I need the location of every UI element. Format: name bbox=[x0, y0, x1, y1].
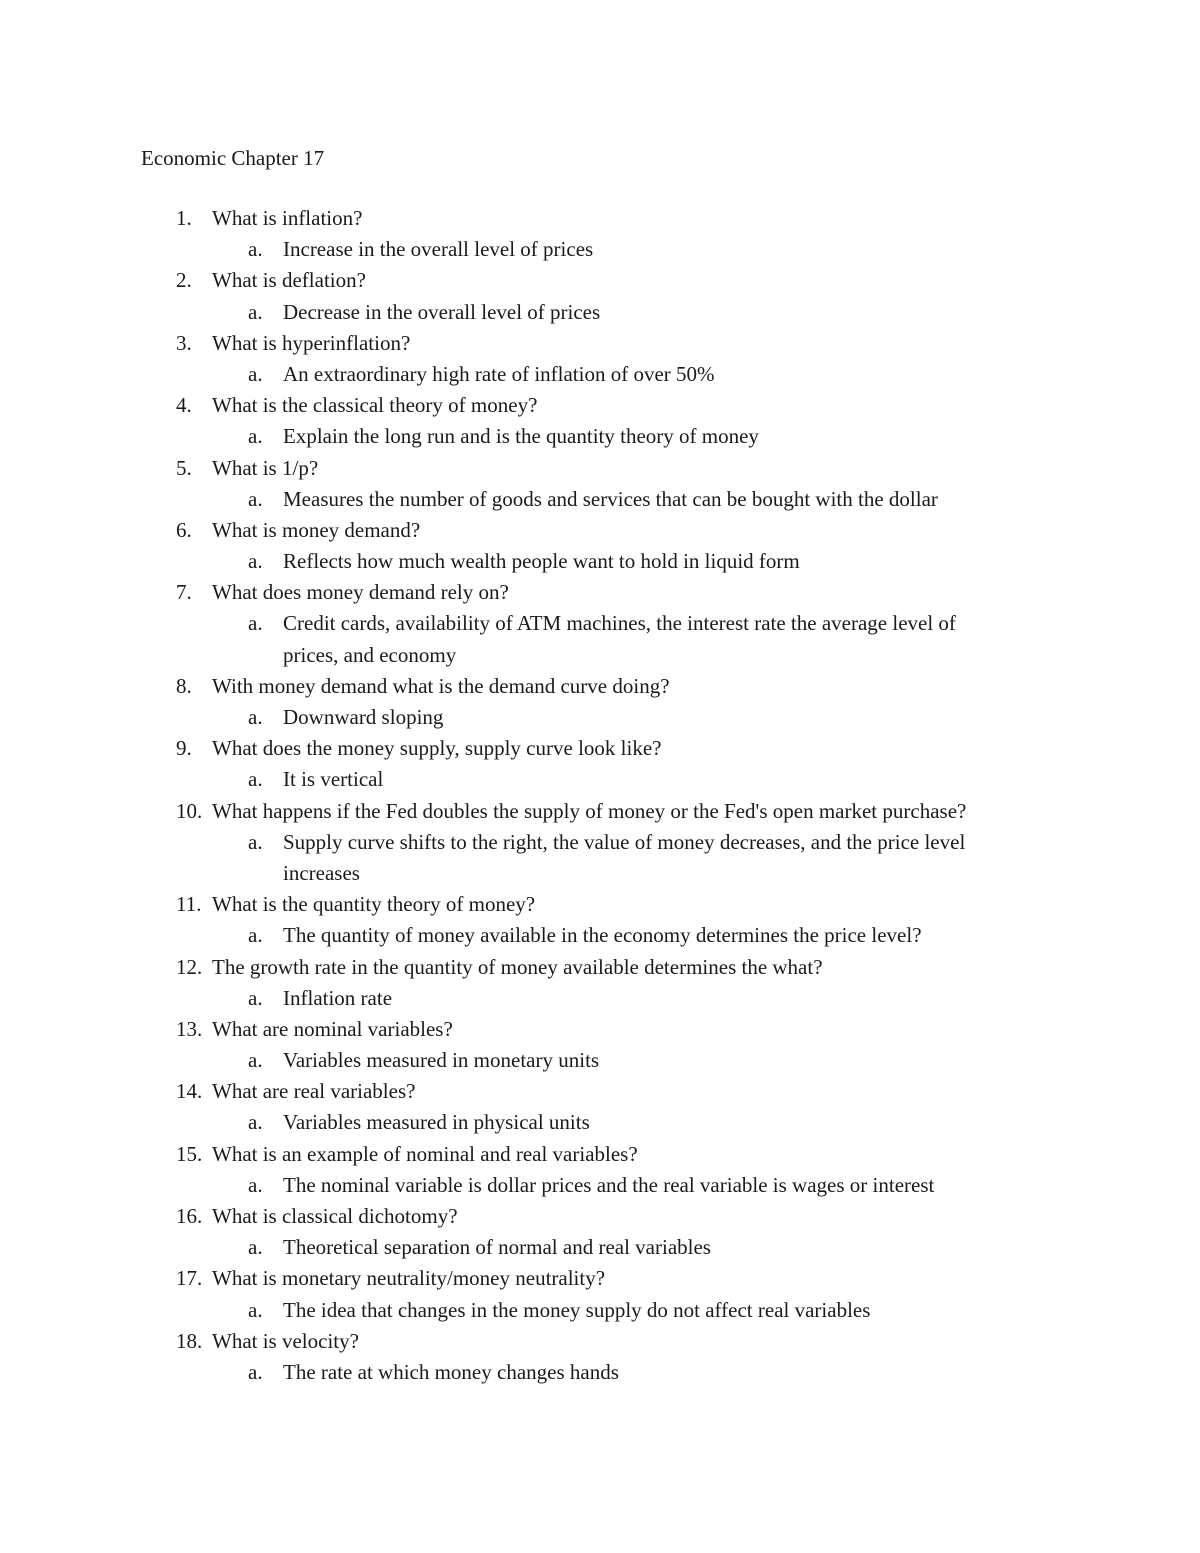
question-number: 11. bbox=[176, 892, 202, 917]
answer-line bbox=[0, 859, 1200, 890]
answer-line bbox=[0, 547, 1200, 578]
answer-text: It is vertical bbox=[283, 767, 384, 792]
question-item bbox=[0, 204, 1200, 266]
question-text: With money demand what is the demand curve doing? bbox=[212, 673, 670, 698]
question-text: What are real variables? bbox=[212, 1079, 416, 1104]
question-text: The growth rate in the quantity of money available determines the what? bbox=[212, 954, 823, 979]
question-line bbox=[0, 266, 1200, 297]
question-number: 4. bbox=[176, 393, 192, 418]
question-item bbox=[0, 1264, 1200, 1326]
answer-line bbox=[0, 1171, 1200, 1202]
answer-marker: a. bbox=[248, 361, 263, 386]
answer-marker: a. bbox=[248, 424, 263, 449]
answer-marker: a. bbox=[248, 705, 263, 729]
question-text: What is deflation? bbox=[212, 268, 366, 293]
question-line bbox=[0, 454, 1200, 485]
answer-text: Inflation rate bbox=[283, 985, 393, 1010]
question-text: What are nominal variables? bbox=[212, 1016, 453, 1041]
answer-text: The rate at which money changes hands bbox=[283, 1359, 619, 1384]
question-text: What does the money supply, supply curve look like? bbox=[212, 736, 662, 761]
question-line bbox=[0, 953, 1200, 984]
question-item bbox=[0, 1140, 1200, 1202]
answer-marker: a. bbox=[248, 1235, 263, 1260]
answer-marker: a. bbox=[248, 611, 263, 636]
question-text: What does money demand rely on? bbox=[212, 580, 509, 605]
question-text: What is 1/p? bbox=[212, 455, 319, 480]
answer-text: Variables measured in physical units bbox=[283, 1110, 590, 1135]
question-item bbox=[0, 454, 1200, 516]
answer-text: increases bbox=[283, 860, 360, 885]
question-line bbox=[0, 329, 1200, 360]
question-number: 10. bbox=[176, 798, 203, 823]
question-item bbox=[0, 890, 1200, 952]
question-text: What is an example of nominal and real variables? bbox=[212, 1141, 638, 1166]
question-number: 6. bbox=[176, 517, 192, 542]
answer-text: Decrease in the overall level of prices bbox=[283, 299, 601, 324]
answer-line bbox=[0, 422, 1200, 453]
answer-line bbox=[0, 641, 1200, 672]
answer-line bbox=[0, 1296, 1200, 1327]
answer-marker: a. bbox=[248, 1359, 263, 1384]
question-line bbox=[0, 1015, 1200, 1046]
question-number: 17. bbox=[176, 1266, 203, 1291]
question-item bbox=[0, 1327, 1200, 1389]
question-list bbox=[0, 204, 1200, 1389]
question-text: What is monetary neutrality/money neutrality? bbox=[212, 1266, 606, 1291]
answer-line bbox=[0, 765, 1200, 796]
answer-line bbox=[0, 235, 1200, 266]
answer-text: Theoretical separation of normal and real variables bbox=[283, 1235, 711, 1260]
question-number: 7. bbox=[176, 580, 192, 605]
answer-line bbox=[0, 703, 1200, 734]
answer-marker: a. bbox=[248, 1048, 263, 1073]
question-item bbox=[0, 391, 1200, 453]
question-text: What is money demand? bbox=[212, 517, 421, 542]
question-number: 3. bbox=[176, 330, 192, 355]
answer-text: Credit cards, availability of ATM machines, the interest rate the average level of bbox=[283, 611, 956, 636]
answer-text: Increase in the overall level of prices bbox=[283, 237, 594, 262]
answer-marker: a. bbox=[248, 1110, 263, 1135]
answer-line bbox=[0, 1233, 1200, 1264]
answer-text: An extraordinary high rate of inflation of over 50% bbox=[283, 361, 715, 386]
answer-marker: a. bbox=[248, 923, 263, 948]
answer-text: Variables measured in monetary units bbox=[283, 1048, 600, 1073]
answer-marker: a. bbox=[248, 549, 263, 574]
question-number: 16. bbox=[176, 1204, 203, 1228]
question-text: What is the classical theory of money? bbox=[212, 393, 538, 418]
question-item bbox=[0, 266, 1200, 328]
question-number: 14. bbox=[176, 1079, 203, 1104]
question-item bbox=[0, 1077, 1200, 1139]
answer-marker: a. bbox=[248, 299, 263, 324]
question-item bbox=[0, 1202, 1200, 1264]
question-line bbox=[0, 1077, 1200, 1108]
question-item bbox=[0, 953, 1200, 1015]
question-item bbox=[0, 797, 1200, 891]
answer-text: Downward sloping bbox=[283, 705, 444, 729]
answer-text: Measures the number of goods and services that can be bought with the dollar bbox=[283, 486, 938, 511]
answer-marker: a. bbox=[248, 985, 263, 1010]
question-item bbox=[0, 734, 1200, 796]
answer-line bbox=[0, 485, 1200, 516]
question-line bbox=[0, 391, 1200, 422]
question-text: What is the quantity theory of money? bbox=[212, 892, 536, 917]
answer-line bbox=[0, 921, 1200, 952]
answer-line bbox=[0, 1358, 1200, 1389]
answer-line bbox=[0, 609, 1200, 640]
question-text: What happens if the Fed doubles the supply of money or the Fed's open market purchase? bbox=[212, 798, 967, 823]
question-text: What is classical dichotomy? bbox=[212, 1204, 458, 1228]
question-number: 2. bbox=[176, 268, 192, 293]
answer-text: The quantity of money available in the economy determines the price level? bbox=[283, 923, 922, 948]
answer-text: The nominal variable is dollar prices and the real variable is wages or interest bbox=[283, 1172, 935, 1197]
question-line bbox=[0, 797, 1200, 828]
question-line bbox=[0, 890, 1200, 921]
answer-line bbox=[0, 984, 1200, 1015]
question-text: What is inflation? bbox=[212, 206, 363, 230]
question-number: 1. bbox=[176, 206, 192, 230]
answer-line bbox=[0, 360, 1200, 391]
answer-text: Explain the long run and is the quantity theory of money bbox=[283, 424, 759, 449]
question-line bbox=[0, 204, 1200, 235]
answer-text: Reflects how much wealth people want to hold in liquid form bbox=[283, 549, 800, 574]
answer-marker: a. bbox=[248, 1297, 263, 1322]
question-item bbox=[0, 672, 1200, 734]
answer-text: prices, and economy bbox=[283, 642, 457, 667]
question-line bbox=[0, 672, 1200, 703]
question-text: What is hyperinflation? bbox=[212, 330, 411, 355]
answer-line bbox=[0, 1046, 1200, 1077]
question-number: 12. bbox=[176, 954, 203, 979]
answer-marker: a. bbox=[248, 486, 263, 511]
question-number: 18. bbox=[176, 1328, 203, 1353]
question-text: What is velocity? bbox=[212, 1328, 359, 1353]
answer-text: Supply curve shifts to the right, the value of money decreases, and the price level bbox=[283, 829, 966, 854]
question-item bbox=[0, 578, 1200, 672]
answer-marker: a. bbox=[248, 829, 263, 854]
question-line bbox=[0, 578, 1200, 609]
answer-text: The idea that changes in the money supply do not affect real variables bbox=[283, 1297, 871, 1322]
answer-line bbox=[0, 1108, 1200, 1139]
question-item bbox=[0, 1015, 1200, 1077]
answer-marker: a. bbox=[248, 237, 263, 262]
question-number: 15. bbox=[176, 1141, 203, 1166]
answer-line bbox=[0, 298, 1200, 329]
question-item bbox=[0, 329, 1200, 391]
question-line bbox=[0, 1202, 1200, 1233]
answer-marker: a. bbox=[248, 767, 263, 792]
question-item bbox=[0, 516, 1200, 578]
question-line bbox=[0, 1140, 1200, 1171]
page-title: Economic Chapter 17 bbox=[141, 146, 325, 170]
answer-line bbox=[0, 828, 1200, 859]
question-number: 9. bbox=[176, 736, 192, 761]
question-number: 13. bbox=[176, 1016, 203, 1041]
question-line bbox=[0, 1327, 1200, 1358]
question-number: 8. bbox=[176, 673, 192, 698]
answer-marker: a. bbox=[248, 1172, 263, 1197]
question-number: 5. bbox=[176, 455, 192, 480]
question-line bbox=[0, 734, 1200, 765]
question-line bbox=[0, 1264, 1200, 1295]
question-line bbox=[0, 516, 1200, 547]
